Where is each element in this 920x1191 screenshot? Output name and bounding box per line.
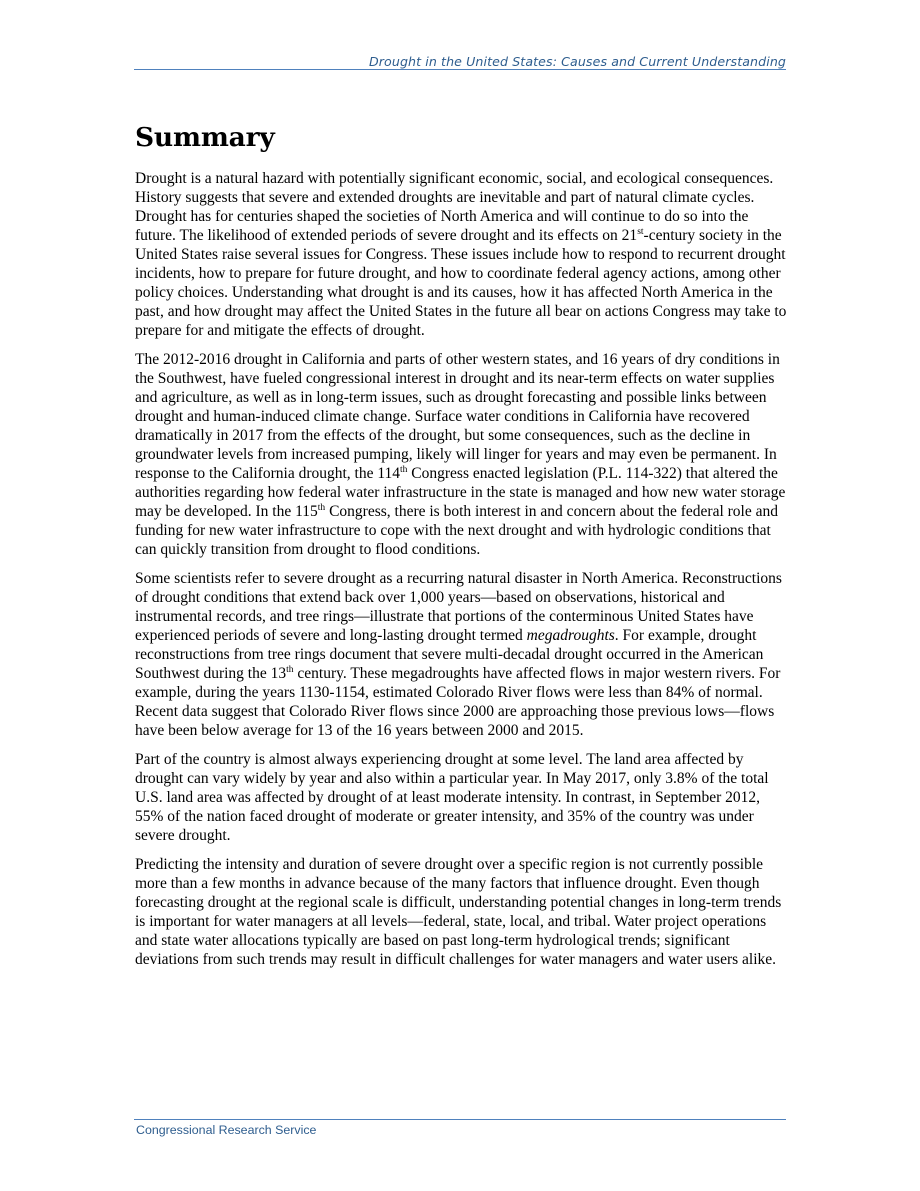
superscript: th: [400, 465, 408, 475]
header-divider: [134, 69, 786, 70]
summary-body: [135, 169, 787, 979]
paragraph-5: [135, 855, 787, 969]
text-span: The 2012-2016 drought in California and parts of other western states, and 16 years of dry conditions in the Southwest, have fueled congressional interest in drought and its near-term effects on water supplies and agriculture, as well as in long-term issues, such as drought forecasting and possible links between drought and human-induced climate change. Surface water conditions in California have recovered dramatically in 2017 from the effects of the drought, but some consequences, such as the decline in groundwater levels from increased pumping, likely will linger for years and may even be permanent. In response to the California drought, the 114: [135, 351, 780, 482]
paragraph-2: [135, 350, 787, 559]
text-span: Part of the country is almost always experiencing drought at some level. The land area affected by drought can vary widely by year and also within a particular year. In May 2017, only 3.8% of the total U.S. land area was affected by drought of at least moderate intensity. In contrast, in September 2012, 55% of the nation faced drought of moderate or greater intensity, and 35% of the country was under severe drought.: [135, 751, 769, 844]
text-span: century. These megadroughts have affected flows in major western rivers. For example, during the years 1130-1154, estimated Colorado River flows were less than 84% of normal. Recent data suggest that Colorado River flows since 2000 are approaching those previous lows—flows have been below average for 13 of the 16 years between 2000 and 2015.: [135, 665, 781, 739]
paragraph-4: [135, 750, 787, 845]
text-span: -century society in the United States raise several issues for Congress. These issues include how to respond to recurrent drought incidents, how to prepare for future drought, and how to coordinate federal agency actions, among other policy choices. Understanding what drought is and its causes, how it has affected North America in the past, and how drought may affect the United States in the future all bear on actions Congress may take to prepare for and mitigate the effects of drought.: [135, 227, 787, 339]
superscript: st: [637, 227, 644, 237]
superscript: th: [317, 503, 326, 513]
superscript: th: [286, 665, 294, 675]
text-span: . For example, drought reconstructions from tree rings document that severe multi-decadal drought occurred in the American Southwest during the 13: [135, 627, 764, 682]
text-span: Predicting the intensity and duration of severe drought over a specific region is not currently possible more than a few months in advance because of the many factors that influence drought. Even though forecasting drought at the regional scale is difficult, understanding potential changes in long-term trends is important for water managers at all levels—federal, state, local, and tribal. Water project operations and state water allocations typically are based on past long-term hydrological trends; significant deviations from such trends may result in difficult challenges for water managers and water users alike.: [135, 856, 782, 968]
text-span: Congress, there is both interest in and concern about the federal role and funding for new water infrastructure to cope with the next drought and with hydrologic conditions that can quickly transition from drought to flood conditions.: [135, 503, 778, 558]
paragraph-1: [135, 169, 787, 340]
footer-organization: Congressional Research Service: [136, 1123, 317, 1137]
section-heading: Summary: [135, 122, 275, 153]
text-span: Congress enacted legislation (P.L. 114-322) that altered the authorities regarding how federal water infrastructure in the state is managed and how new water storage may be developed. In the 115: [135, 465, 786, 520]
paragraph-3: [135, 569, 787, 740]
emphasis-term: megadroughts: [526, 627, 615, 644]
text-span: Drought is a natural hazard with potentially significant economic, social, and ecological consequences. History suggests that severe and extended droughts are inevitable and part of natural climate cycles. Drought has for centuries shaped the societies of North America and will continue to do so into the future. The likelihood of extended periods of severe drought and its effects on 21: [135, 170, 774, 244]
text-span: Some scientists refer to severe drought as a recurring natural disaster in North America. Reconstructions of drought conditions that extend back over 1,000 years—based on observations, historical and instrumental records, and tree rings—illustrate that portions of the conterminous United States have experienced periods of severe and long-lasting drought termed: [135, 570, 782, 644]
footer-divider: [134, 1119, 786, 1120]
running-header-title: Drought in the United States: Causes and Current Understanding: [368, 54, 786, 69]
